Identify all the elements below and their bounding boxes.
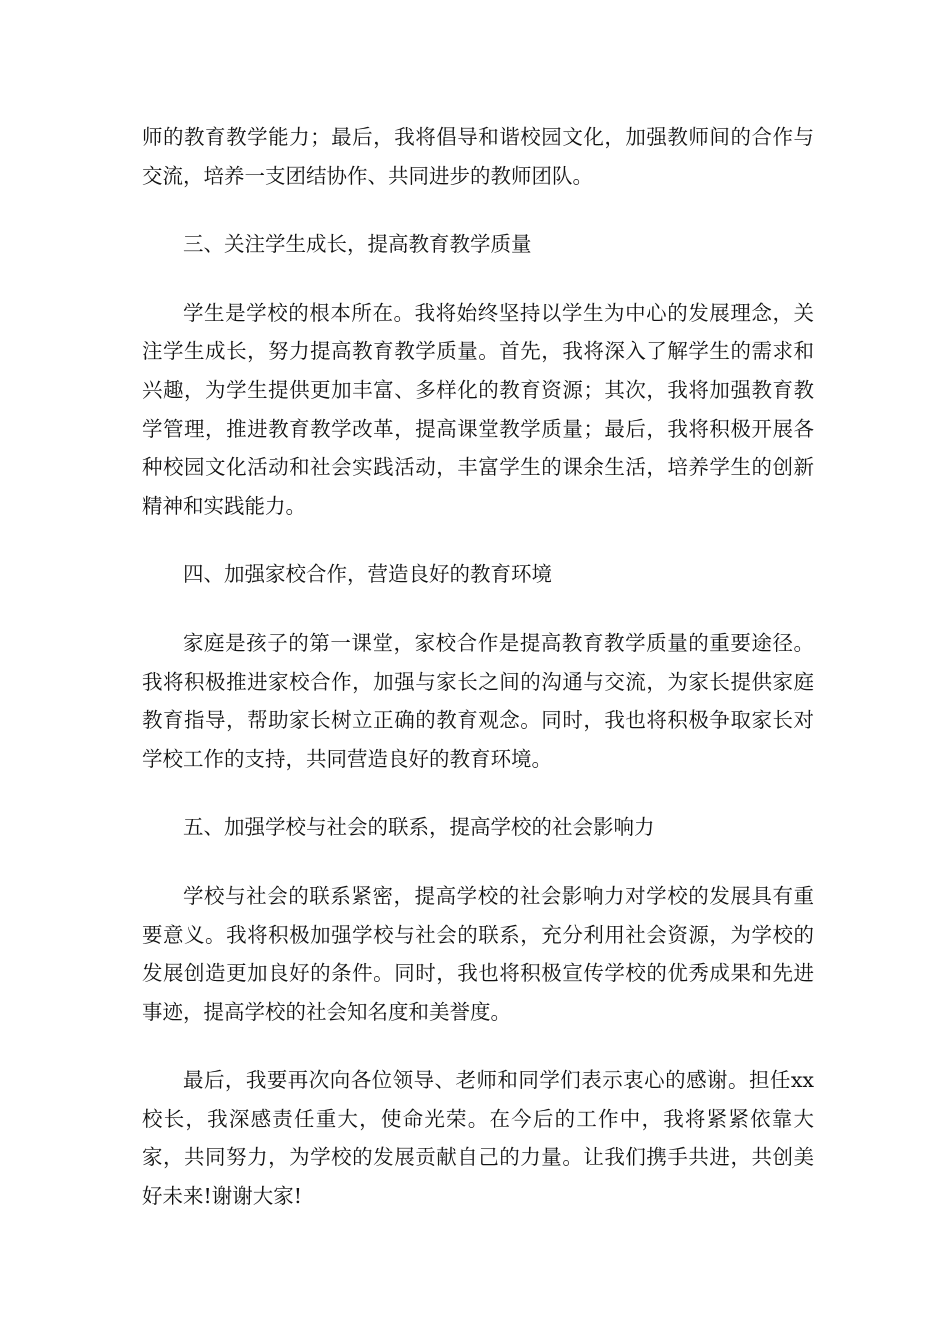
document-body	[142, 118, 814, 1246]
section-heading-3: 三、关注学生成长，提高教育教学质量	[183, 232, 532, 257]
paragraph-closing: 最后，我要再次向各位领导、老师和同学们表示衷心的感谢。担任xx校长，我深感责任重大，使命光荣。在今后的工作中，我将紧紧依靠大家，共同努力，为学校的发展贡献自己的力量。让我们携手共进，共创美好未来!谢谢大家!	[142, 1068, 814, 1209]
section-heading-5: 五、加强学校与社会的联系，提高学校的社会影响力	[183, 815, 655, 840]
paragraph-continuation: 师的教育教学能力；最后，我将倡导和谐校园文化，加强教师间的合作与交流，培养一支团结协作、共同进步的教师团队。	[142, 125, 814, 188]
paragraph-student-growth: 学生是学校的根本所在。我将始终坚持以学生为中心的发展理念，关注学生成长，努力提高教育教学质量。首先，我将深入了解学生的需求和兴趣，为学生提供更加丰富、多样化的教育资源；其次，我将加强教育教学管理，推进教育教学改革，提高课堂教学质量；最后，我将积极开展各种校园文化活动和社会实践活动，丰富学生的课余生活，培养学生的创新精神和实践能力。	[142, 300, 814, 518]
paragraph-school-society: 学校与社会的联系紧密，提高学校的社会影响力对学校的发展具有重要意义。我将积极加强学校与社会的联系，充分利用社会资源，为学校的发展创造更加良好的条件。同时，我也将积极宣传学校的优秀成果和先进事迹，提高学校的社会知名度和美誉度。	[142, 883, 814, 1024]
section-heading-4: 四、加强家校合作，营造良好的教育环境	[183, 562, 552, 587]
paragraph-home-school: 家庭是孩子的第一课堂，家校合作是提高教育教学质量的重要途径。我将积极推进家校合作，加强与家长之间的沟通与交流，为家长提供家庭教育指导，帮助家长树立正确的教育观念。同时，我也将积极争取家长对学校工作的支持，共同营造良好的教育环境。	[142, 630, 814, 771]
